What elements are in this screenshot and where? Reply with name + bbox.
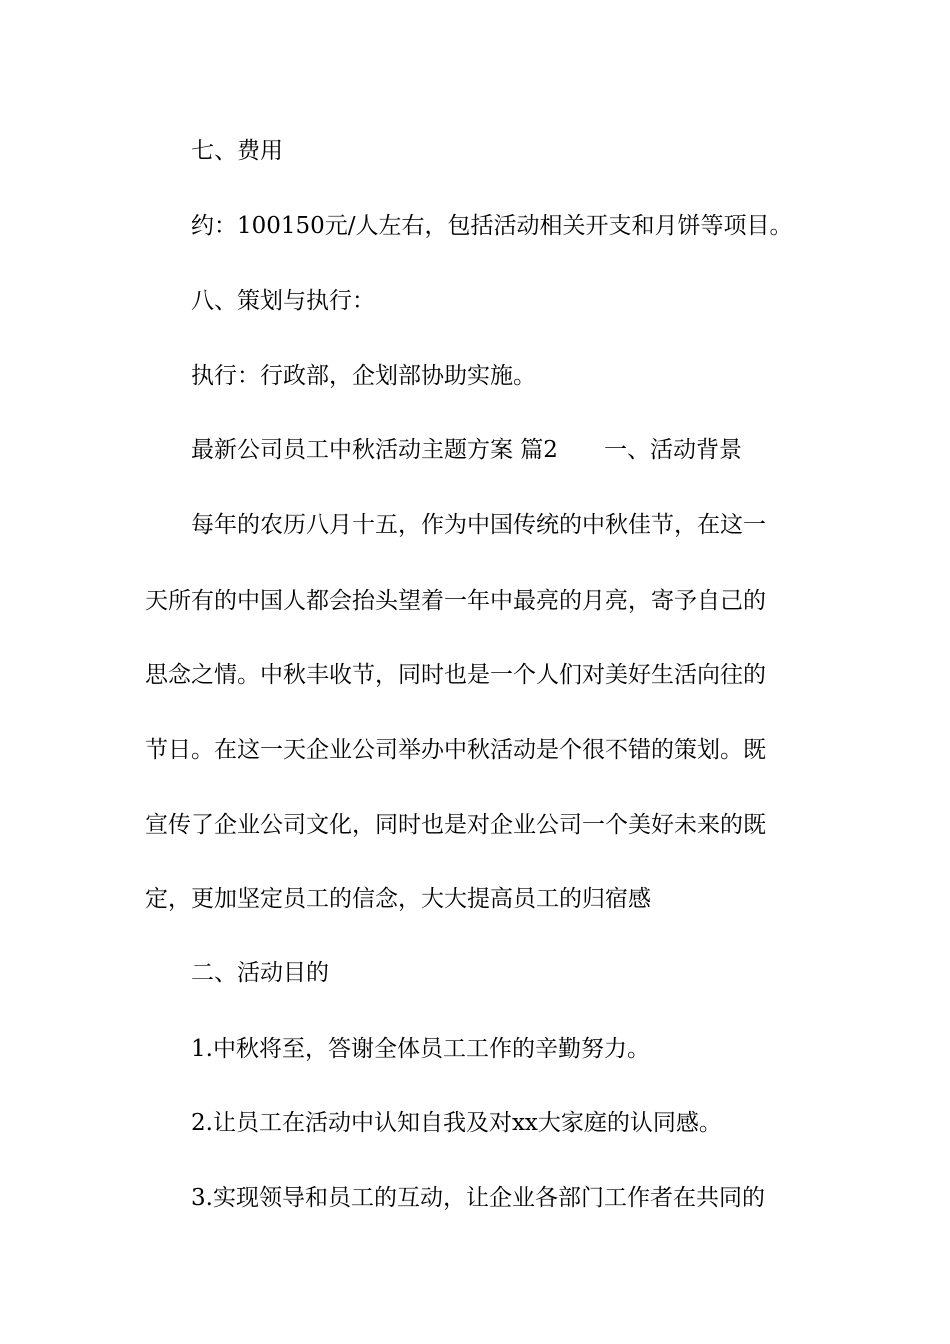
section-heading-purpose: 二、活动目的 bbox=[191, 960, 329, 986]
plan-title-line bbox=[191, 435, 871, 465]
background-paragraph-line: 宣传了企业公司文化，同时也是对企业公司一个美好未来的既 bbox=[145, 812, 766, 838]
background-paragraph-line: 思念之情。中秋丰收节，同时也是一个人们对美好生活向往的 bbox=[145, 662, 766, 688]
section-heading-planning: 八、策划与执行： bbox=[191, 288, 375, 314]
section-heading-background: 一、活动背景 bbox=[603, 437, 742, 463]
background-paragraph-line: 天所有的中国人都会抬头望着一年中最亮的月亮，寄予自己的 bbox=[145, 588, 766, 614]
background-paragraph-line: 定，更加坚定员工的信念，大大提高员工的归宿感 bbox=[145, 886, 651, 912]
purpose-item-2: 2.让员工在活动中认知自我及对xx大家庭的认同感。 bbox=[191, 1110, 722, 1136]
purpose-item-3: 3.实现领导和员工的互动，让企业各部门工作者在共同的 bbox=[191, 1185, 765, 1211]
purpose-item-1: 1.中秋将至，答谢全体员工工作的辛勤努力。 bbox=[191, 1036, 650, 1062]
section-heading-cost: 七、费用 bbox=[191, 138, 283, 164]
plan-title: 最新公司员工中秋活动主题方案 篇2 bbox=[191, 437, 558, 463]
background-paragraph-line: 每年的农历八月十五，作为中国传统的中秋佳节，在这一 bbox=[191, 512, 766, 538]
background-paragraph-line: 节日。在这一天企业公司举办中秋活动是个很不错的策划。既 bbox=[145, 737, 766, 763]
execution-paragraph: 执行：行政部，企划部协助实施。 bbox=[191, 363, 536, 389]
cost-paragraph: 约：100150元/人左右，包括活动相关开支和月饼等项目。 bbox=[191, 213, 793, 239]
